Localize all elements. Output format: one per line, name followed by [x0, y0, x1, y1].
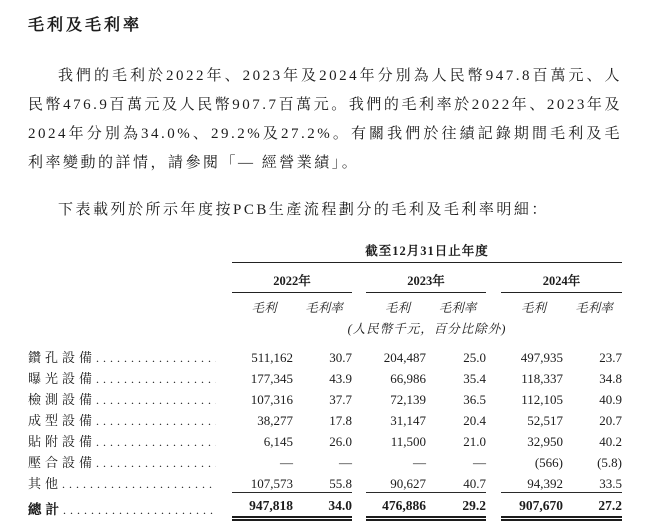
cell-gross-margin-2024: 33.5 — [566, 471, 622, 492]
cell-gross-margin-2022: 55.8 — [296, 471, 352, 492]
row-label: 鑽孔設備 — [28, 350, 97, 365]
cell-gross-margin-2023: 35.4 — [463, 371, 486, 386]
cell-gross-profit-2023: 11,500 — [390, 434, 426, 449]
cell-gross-profit-2023: 72,139 — [390, 392, 426, 407]
row-label-cell — [28, 343, 232, 366]
cell-gross-profit-2023: 204,487 — [383, 350, 426, 365]
cell-gross-profit-2022: 511,162 — [251, 350, 293, 365]
column-gap — [352, 366, 366, 387]
column-gap — [352, 471, 366, 492]
row-label: 曝光設備 — [28, 371, 97, 386]
dot-leader — [63, 503, 216, 518]
column-gap — [352, 293, 366, 317]
gross-profit-by-process-table — [28, 241, 622, 521]
col-header-gross-profit-2024: 毛利 — [520, 301, 546, 315]
table-row-exposure-equipment — [28, 366, 622, 387]
empty-cell — [28, 316, 232, 343]
year-header-row — [28, 263, 622, 293]
cell-total-gross-profit-2024: 907,670 — [501, 492, 566, 518]
column-gap — [486, 429, 501, 450]
cell-gross-profit-2024: (566) — [534, 455, 563, 470]
row-label: 成型設備 — [28, 413, 97, 428]
cell-gross-profit-2023: 31,147 — [390, 413, 426, 428]
cell-gross-margin-2022: 37.7 — [329, 392, 352, 407]
column-gap — [352, 343, 366, 366]
column-gap — [486, 293, 501, 317]
dot-leader — [96, 414, 216, 429]
cell-gross-margin-2023: 21.0 — [463, 434, 486, 449]
cell-gross-profit-2024: 52,517 — [527, 413, 563, 428]
cell-gross-profit-2024: 112,105 — [521, 392, 563, 407]
cell-gross-profit-2023: 66,986 — [390, 371, 426, 386]
cell-gross-margin-2022: 30.7 — [329, 350, 352, 365]
dot-leader — [96, 351, 216, 366]
row-label: 壓合設備 — [28, 455, 97, 470]
cell-total-gross-margin-2023: 29.2 — [429, 492, 486, 518]
col-header-gross-margin-2024: 毛利率 — [575, 301, 613, 315]
cell-gross-margin-2022: 17.8 — [329, 413, 352, 428]
cell-total-gross-profit-2022: 947,818 — [232, 492, 296, 518]
column-gap — [486, 366, 501, 387]
cell-gross-margin-2022: 26.0 — [329, 434, 352, 449]
cell-total-gross-profit-2023: 476,886 — [366, 492, 429, 518]
cell-gross-profit-2022: 107,316 — [250, 392, 293, 407]
table-row-mounting-equipment — [28, 429, 622, 450]
row-label: 其他 — [28, 476, 63, 491]
cell-gross-profit-2024: 94,392 — [501, 471, 566, 492]
cell-gross-profit-2024: 497,935 — [520, 350, 563, 365]
table-row-others — [28, 471, 622, 492]
empty-cell — [28, 263, 232, 293]
cell-gross-margin-2023: 25.0 — [463, 350, 486, 365]
column-gap — [352, 492, 366, 518]
col-header-gross-margin-2023: 毛利率 — [438, 301, 477, 315]
row-label: 總計 — [28, 502, 63, 517]
cell-gross-margin-2024: 34.8 — [599, 371, 623, 386]
row-label-cell — [28, 492, 232, 518]
cell-gross-margin-2023: 20.4 — [463, 413, 486, 428]
column-gap — [352, 387, 366, 408]
column-gap — [486, 450, 501, 471]
column-gap — [352, 263, 366, 293]
dot-leader — [62, 477, 216, 492]
page-title: 毛利及毛利率 — [28, 17, 143, 34]
cell-gross-margin-2023: — — [473, 455, 486, 470]
cell-gross-margin-2023: 40.7 — [429, 471, 486, 492]
row-label-cell — [28, 471, 232, 492]
dot-leader — [96, 393, 216, 408]
column-gap — [486, 492, 501, 518]
cell-gross-profit-2024: 32,950 — [527, 434, 563, 449]
row-label: 檢測設備 — [28, 392, 97, 407]
column-gap — [352, 429, 366, 450]
cell-gross-margin-2024: 40.2 — [599, 434, 623, 449]
row-label-cell — [28, 366, 232, 387]
paragraph-gross-profit-summary: 我們的毛利於2022年、2023年及2024年分別為人民幣947.8百萬元、人民幣476.9百萬元及人民幣907.7百萬元。我們的毛利率於2022年、2023年及2024年分別為34.0%、29.2%及27.2%。有關我們於往績記錄期間毛利及毛利率變動的詳情，請參閱「— 經營業績」。 — [28, 68, 622, 171]
paragraph-table-intro: 下表載列於所示年度按PCB生產流程劃分的毛利及毛利率明細： — [58, 202, 549, 218]
unit-note: (人民幣千元，百分比除外) — [347, 322, 507, 336]
cell-gross-profit-2023: 90,627 — [366, 471, 429, 492]
col-header-gross-profit-2023: 毛利 — [384, 301, 410, 315]
cell-gross-profit-2022: 177,345 — [250, 371, 293, 386]
cell-gross-profit-2022: 38,277 — [257, 413, 293, 428]
column-gap — [352, 408, 366, 429]
column-gap — [486, 387, 501, 408]
cell-gross-margin-2022: — — [339, 455, 352, 470]
col-header-gross-margin-2022: 毛利率 — [305, 301, 343, 315]
table-row-total — [28, 492, 622, 518]
cell-total-gross-margin-2022: 34.0 — [296, 492, 352, 518]
cell-gross-profit-2022: — — [280, 455, 293, 470]
column-gap — [486, 263, 501, 293]
column-gap — [486, 408, 501, 429]
col-header-gross-profit-2022: 毛利 — [251, 301, 277, 315]
empty-cell — [28, 241, 232, 263]
subheader-row — [28, 293, 622, 317]
dot-leader — [96, 456, 216, 471]
cell-gross-margin-2022: 43.9 — [329, 371, 352, 386]
period-header: 截至12月31日止年度 — [232, 241, 622, 263]
cell-gross-profit-2023: — — [413, 455, 426, 470]
table-row-forming-equipment — [28, 408, 622, 429]
cell-gross-profit-2024: 118,337 — [521, 371, 563, 386]
cell-gross-margin-2023: 36.5 — [463, 392, 486, 407]
year-header-2023: 2023年 — [366, 263, 486, 293]
column-gap — [352, 450, 366, 471]
row-label-cell — [28, 429, 232, 450]
row-label: 貼附設備 — [28, 434, 97, 449]
column-gap — [486, 343, 501, 366]
dot-leader — [96, 435, 216, 450]
empty-cell — [28, 293, 232, 317]
table-row-inspection-equipment — [28, 387, 622, 408]
unit-note-row — [28, 316, 622, 343]
dot-leader — [96, 372, 216, 387]
year-header-2022: 2022年 — [232, 263, 352, 293]
period-header-row — [28, 241, 622, 263]
column-gap — [486, 471, 501, 492]
cell-gross-profit-2022: 107,573 — [232, 471, 296, 492]
cell-gross-margin-2024: 23.7 — [599, 350, 623, 365]
row-label-cell — [28, 450, 232, 471]
row-label-cell — [28, 408, 232, 429]
cell-gross-margin-2024: (5.8) — [597, 455, 623, 470]
year-header-2024: 2024年 — [501, 263, 622, 293]
cell-total-gross-margin-2024: 27.2 — [566, 492, 622, 518]
cell-gross-margin-2024: 40.9 — [599, 392, 623, 407]
row-label-cell — [28, 387, 232, 408]
table-row-drilling-equipment — [28, 343, 622, 366]
cell-gross-profit-2022: 6,145 — [263, 434, 293, 449]
table-row-lamination-equipment — [28, 450, 622, 471]
cell-gross-margin-2024: 20.7 — [599, 413, 623, 428]
